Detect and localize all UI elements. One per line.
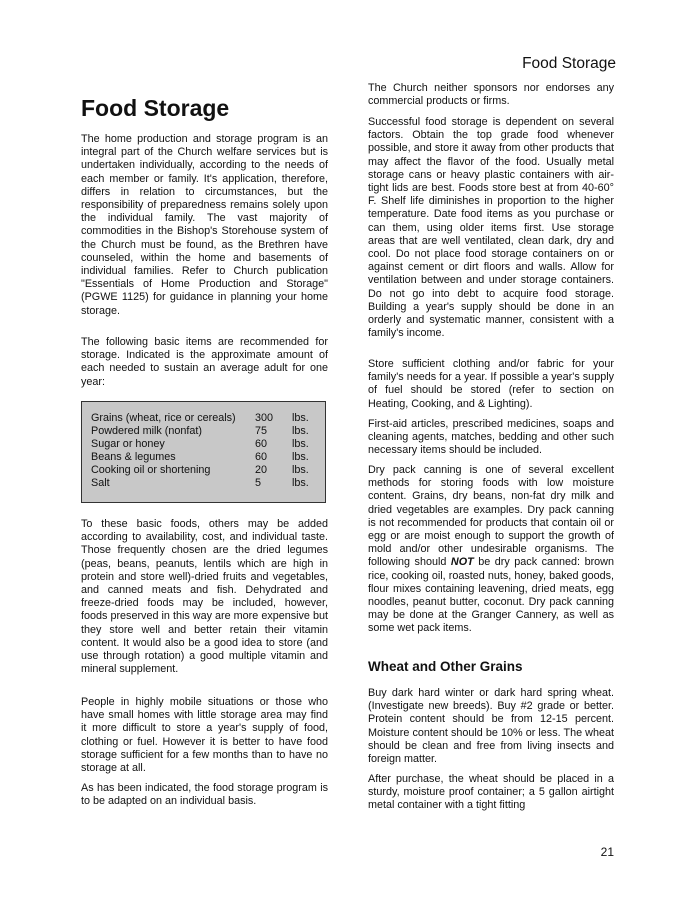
storage-item-unit: lbs.	[292, 412, 309, 424]
not-emphasis: NOT	[450, 556, 474, 569]
storage-item-unit: lbs.	[292, 477, 309, 490]
page-title: Food Storage	[81, 95, 230, 121]
storage-item-amount: 20	[255, 464, 268, 477]
successful-storage-paragraph: Successful food storage is dependent on several factors. Obtain the top grade food whenever possible, and store it away from other products that may affect the flavor of the food. Usually metal storage cans or heavy plastic containers with air-tight lids are best. Foods store best at from 40-60° F. Shelf life diminishes in proportion to the higher temperature. Date food items as you purchase or can them, using older items first. Use storage areas that are well ventilated, clean dark, dry and cool. Do not place food storage containers on or against cement or dirt floors and walls. Allow for ventilation between and under storage containers. Do not go into debt to acquire food storage. Building a year's supply should be done in an orderly and systematic manner, consistent with a family's income.	[368, 116, 614, 340]
dry-pack-paragraph	[368, 464, 614, 636]
storage-item-row	[91, 477, 309, 490]
wheat-buying-paragraph: Buy dark hard winter or dark hard spring wheat. (Investigate new breeds). Buy #2 grade or better. Protein content should be from 12-15 percent. Moisture content should be 10% or less. The wheat should be clean and free from living insects and foreign matter.	[368, 687, 614, 766]
storage-item-row	[91, 464, 309, 477]
first-aid-paragraph: First-aid articles, prescribed medicines, soaps and cleaning agents, matches, bedding and other such necessary items should be included.	[368, 418, 614, 457]
storage-item-name: Powdered milk (nonfat)	[91, 425, 203, 438]
mobile-situations-paragraph: People in highly mobile situations or those who have small homes with little storage area may find it more difficult to store a year's supply of food, clothing or fuel. However it is better to have food storage sufficient for a few months than to have no storage at all.	[81, 696, 328, 775]
storage-item-row	[91, 412, 309, 425]
storage-item-name: Beans & legumes	[91, 451, 176, 464]
storage-item-row	[91, 425, 309, 438]
wheat-container-paragraph: After purchase, the wheat should be placed in a sturdy, moisture proof container; a 5 gallon airtight metal container with a tight fitting	[368, 773, 614, 812]
storage-item-amount: 300	[255, 412, 274, 424]
intro-paragraph: The home production and storage program is an integral part of the Church welfare services but is undertaken individually, according to the needs of each member or family. It's application, therefore, differs in relation to circumstances, but the responsibility of preparedness remains solely upon the individual family. The vast majority of commodities in the Bishop's Storehouse system of the Church must be found, as the Brethren have counseled, within the home and basements of individual families. Refer to Church publication "Essentials of Home Production and Storage" (PGWE 1125) for guidance in planning your home storage.	[81, 133, 328, 317]
storage-item-unit: lbs.	[292, 464, 309, 477]
storage-item-row	[91, 438, 309, 451]
storage-items-table	[91, 412, 309, 491]
clothing-paragraph: Store sufficient clothing and/or fabric for your family's needs for a year. If possible a year's supply of fuel should be stored (refer to section on Heating, Cooking, and & Lighting).	[368, 358, 614, 410]
storage-item-row	[91, 451, 309, 464]
endorsement-paragraph: The Church neither sponsors nor endorses any commercial products or firms.	[368, 82, 614, 108]
storage-item-amount: 5	[255, 477, 262, 490]
page-number: 21	[600, 845, 614, 859]
storage-item-unit: lbs.	[292, 438, 309, 451]
storage-item-unit: lbs.	[292, 425, 309, 438]
storage-item-name: Cooking oil or shortening	[91, 464, 211, 477]
storage-item-amount: 60	[255, 438, 268, 451]
storage-items-box	[81, 401, 326, 503]
storage-item-amount: 60	[255, 451, 268, 464]
storage-item-name: Grains (wheat, rice or cereals)	[91, 412, 236, 424]
storage-item-name: Sugar or honey	[91, 438, 165, 451]
other-foods-paragraph: To these basic foods, others may be added according to availability, cost, and individual taste. Those frequently chosen are the dried legumes (peas, beans, peanuts, lentils which are high in protein and store well)-dried fruits and vegetables, and canned meats and fish. Dehydrated and freeze-dried foods may be included, however, foods preserved in this way are more expensive but they store well and better retain their vitamin content. It would also be a good idea to store (and use through rotation) a good multiple vitamin and mineral supplement.	[81, 518, 328, 676]
storage-item-unit: lbs.	[292, 451, 309, 464]
storage-item-name: Salt	[91, 477, 110, 490]
dry-pack-text-b: be dry pack canned: brown rice, cooking oil, roasted nuts, honey, baked goods, flour mixes containing leavening, dried meats, egg noodles, peanut butter, coconut. Dry pack canning may be done at the Granger Cannery, as well as some wet pack items.	[368, 556, 614, 635]
adapted-paragraph: As has been indicated, the food storage program is to be adapted on an individual basis.	[81, 782, 328, 808]
storage-item-amount: 75	[255, 425, 268, 438]
section-heading-wheat: Wheat and Other Grains	[368, 659, 523, 674]
basic-items-paragraph: The following basic items are recommended for storage. Indicated is the approximate amount of each needed to sustain an average adult for one year:	[81, 336, 328, 388]
dry-pack-text-a: Dry pack canning is one of several excellent methods for storing foods with low moisture content. Grains, dry beans, non-fat dry milk and dried vegetables are examples. Dry pack canning is not recommended for products that contain oil or egg or are moist enough to support the growth of mold and/or other undesirable organisms. The following should	[368, 464, 614, 569]
running-header: Food Storage	[522, 55, 616, 72]
